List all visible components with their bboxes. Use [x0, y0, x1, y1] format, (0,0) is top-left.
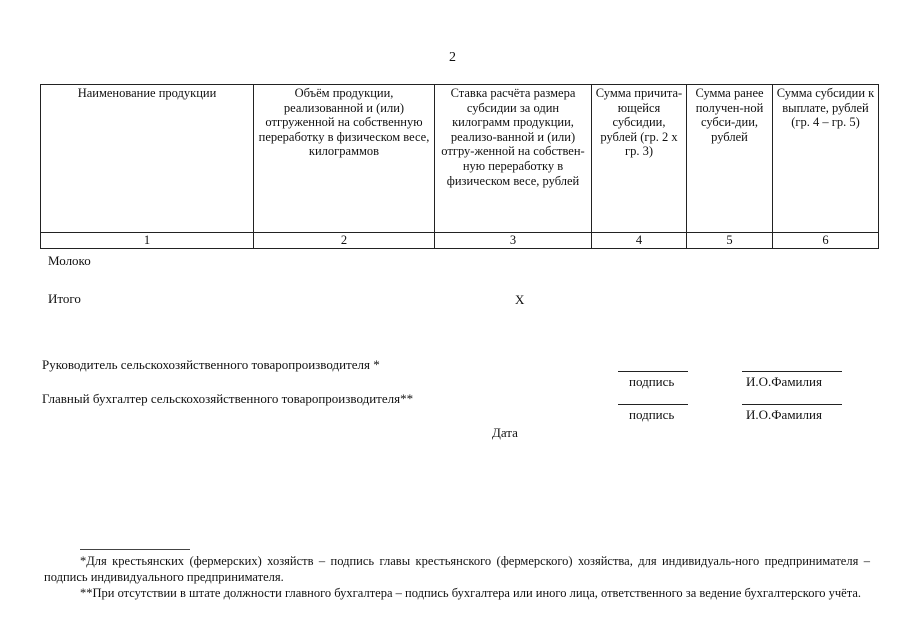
page-number: 2 [449, 50, 456, 65]
accountant-signature-line[interactable] [618, 404, 688, 405]
footnote-divider [80, 549, 190, 550]
row-label-milk: Молоко [48, 253, 91, 268]
head-signature-line[interactable] [618, 371, 688, 372]
head-signature-caption: подпись [629, 374, 675, 389]
accountant-name-line[interactable] [742, 404, 842, 405]
column-number: 1 [41, 233, 254, 249]
footnote-1: *Для крестьянских (фермерских) хозяйств – подпись главы крестьянского (фермерского) хозяйства, для индивидуаль-ного предпринимателя – подпись индивидуального предпринимателя. [44, 554, 870, 584]
row-label-total: Итого [48, 291, 81, 306]
header-volume: Объём продукции, реализованной и (или) отгруженной на собственную переработку в физическом весе, килограммов [254, 85, 435, 233]
header-received-sum: Сумма ранее получен-ной субси-дии, рублей [687, 85, 773, 233]
head-name-caption: И.О.Фамилия [746, 374, 822, 389]
column-number: 3 [435, 233, 592, 249]
head-name-line[interactable] [742, 371, 842, 372]
column-number-row [41, 233, 879, 249]
column-number: 6 [773, 233, 879, 249]
accountant-signature-caption: подпись [629, 407, 675, 422]
head-signature-role: Руководитель сельскохозяйственного товаропроизводителя * [42, 357, 380, 372]
header-rate: Ставка расчёта размера субсидии за один килограмм продукции, реализо-ванной и (или) отгру-женной на собствен-ную переработку в физическом весе, рублей [435, 85, 592, 233]
header-payout-sum: Сумма субсидии к выплате, рублей (гр. 4 – гр. 5) [773, 85, 879, 233]
table-header-row [41, 85, 879, 233]
header-product-name: Наименование продукции [41, 85, 254, 233]
accountant-name-caption: И.О.Фамилия [746, 407, 822, 422]
column-number: 5 [687, 233, 773, 249]
footnote-2: **При отсутствии в штате должности главного бухгалтера – подпись бухгалтера или иного лица, ответственного за ведение бухгалтерского учёта. [80, 586, 862, 600]
accountant-signature-role: Главный бухгалтер сельскохозяйственного товаропроизводителя** [42, 391, 414, 406]
column-number: 2 [254, 233, 435, 249]
column-number: 4 [592, 233, 687, 249]
subsidy-table [40, 84, 879, 249]
date-label: Дата [492, 425, 518, 440]
header-due-sum: Сумма причита-ющейся субсидии, рублей (гр. 2 х гр. 3) [592, 85, 687, 233]
total-mark: Х [515, 292, 525, 307]
